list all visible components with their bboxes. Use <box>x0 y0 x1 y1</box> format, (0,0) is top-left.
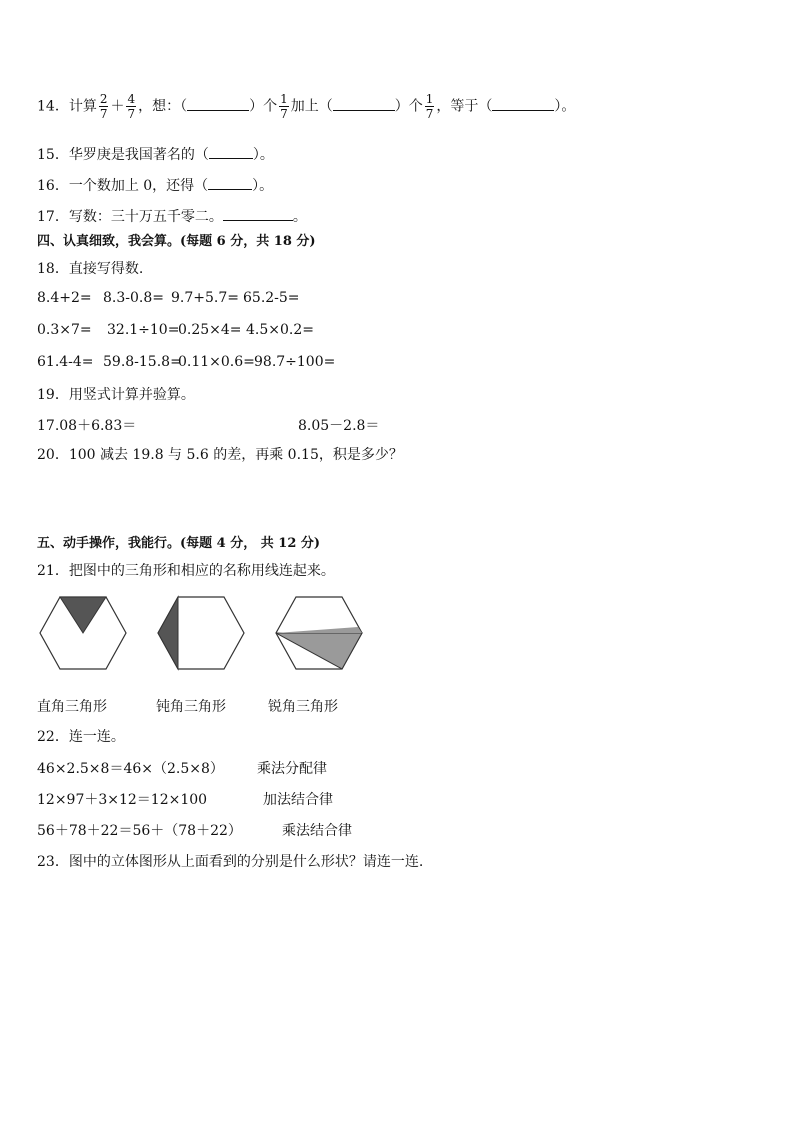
answer-blank[interactable] <box>492 98 554 111</box>
q18-item: 9.7+5.7= <box>171 290 239 306</box>
q18-item: 32.1÷10= <box>107 322 180 338</box>
q22-left-item: 46×2.5×8＝46×（2.5×8） <box>37 761 224 777</box>
q16-close: ）。 <box>252 178 274 194</box>
q14-close2: ）个 <box>394 98 423 115</box>
q22-left-item: 56＋78＋22＝56＋（78＋22） <box>37 823 242 839</box>
q14-addon: 加上（ <box>290 98 333 115</box>
triangle-name-right: 直角三角形 <box>37 699 107 715</box>
triangle-name-obtuse: 钝角三角形 <box>156 699 226 715</box>
hexagon-figure-2 <box>156 595 246 671</box>
answer-blank[interactable] <box>187 98 249 111</box>
q18-item: 8.4+2= <box>37 290 92 306</box>
q22-right-item: 加法结合律 <box>263 792 333 808</box>
q18-item: 4.5×0.2= <box>246 322 314 338</box>
plus-sign: ＋ <box>110 98 125 115</box>
hexagon-figure-1 <box>38 595 128 671</box>
hexagon-figure-3 <box>274 595 364 671</box>
q18-item: 8.3-0.8= <box>103 290 164 306</box>
q17-close: 。 <box>292 209 307 225</box>
question-17 <box>37 207 307 227</box>
q18-item: 98.7÷100= <box>254 354 336 370</box>
q14-close3: ）。 <box>554 98 576 115</box>
answer-blank[interactable] <box>208 177 252 190</box>
q22-right-item: 乘法结合律 <box>282 823 352 839</box>
section-5-title: 五、动手操作，我能行。(每题 4 分， 共 12 分) <box>37 536 321 551</box>
fraction-4-7: $\frac{4}{7}$ <box>127 92 136 121</box>
q16-text: 16．一个数加上 0，还得（ <box>37 178 209 194</box>
obtuse-triangle-shape <box>158 597 178 669</box>
q15-text: 15．华罗庚是我国著名的（ <box>37 147 209 163</box>
question-20: 20．100 减去 19.8 与 5.6 的差，再乘 0.15，积是多少？ <box>37 447 403 463</box>
question-18-title: 18．直接写得数. <box>37 261 144 277</box>
q22-left-item: 12×97＋3×12＝12×100 <box>37 792 208 808</box>
section-4-title: 四、认真细致，我会算。(每题 6 分，共 18 分) <box>37 234 316 249</box>
q18-item: 59.8-15.8= <box>103 354 182 370</box>
q15-close: ）。 <box>252 147 274 163</box>
question-22-title: 22．连一连。 <box>37 729 125 745</box>
q18-item: 65.2-5= <box>243 290 300 306</box>
q14-equals: ，等于（ <box>436 98 493 115</box>
fraction-1-7: $\frac{1}{7}$ <box>425 92 434 121</box>
q18-item: 0.25×4= <box>178 322 242 338</box>
q17-text: 17．写数：三十万五千零二。 <box>37 209 223 225</box>
q19-expr-1: 17.08＋6.83＝ <box>37 418 137 434</box>
question-23: 23．图中的立体图形从上面看到的分别是什么形状？请连一连. <box>37 854 424 870</box>
q19-expr-2: 8.05－2.8＝ <box>298 418 380 434</box>
question-14 <box>37 92 575 121</box>
q22-right-item: 乘法分配律 <box>257 761 327 777</box>
q18-item: 0.11×0.6= <box>178 354 255 370</box>
answer-blank[interactable] <box>223 208 293 221</box>
question-21-title: 21．把图中的三角形和相应的名称用线连起来。 <box>37 563 335 579</box>
q14-close1: ）个 <box>249 98 278 115</box>
q18-item: 0.3×7= <box>37 322 92 338</box>
fraction-1-7: $\frac{1}{7}$ <box>280 92 288 121</box>
q18-item: 61.4-4= <box>37 354 94 370</box>
fraction-2-7: $\frac{2}{7}$ <box>99 92 108 121</box>
q14-think: ，想：（ <box>138 98 188 115</box>
question-15 <box>37 145 274 165</box>
question-19-title: 19．用竖式计算并验算。 <box>37 387 195 403</box>
answer-blank[interactable] <box>209 146 253 159</box>
answer-blank[interactable] <box>333 98 395 111</box>
triangle-name-acute: 锐角三角形 <box>268 699 338 715</box>
q14-prefix: 14．计算 <box>37 98 97 115</box>
question-16 <box>37 176 273 196</box>
